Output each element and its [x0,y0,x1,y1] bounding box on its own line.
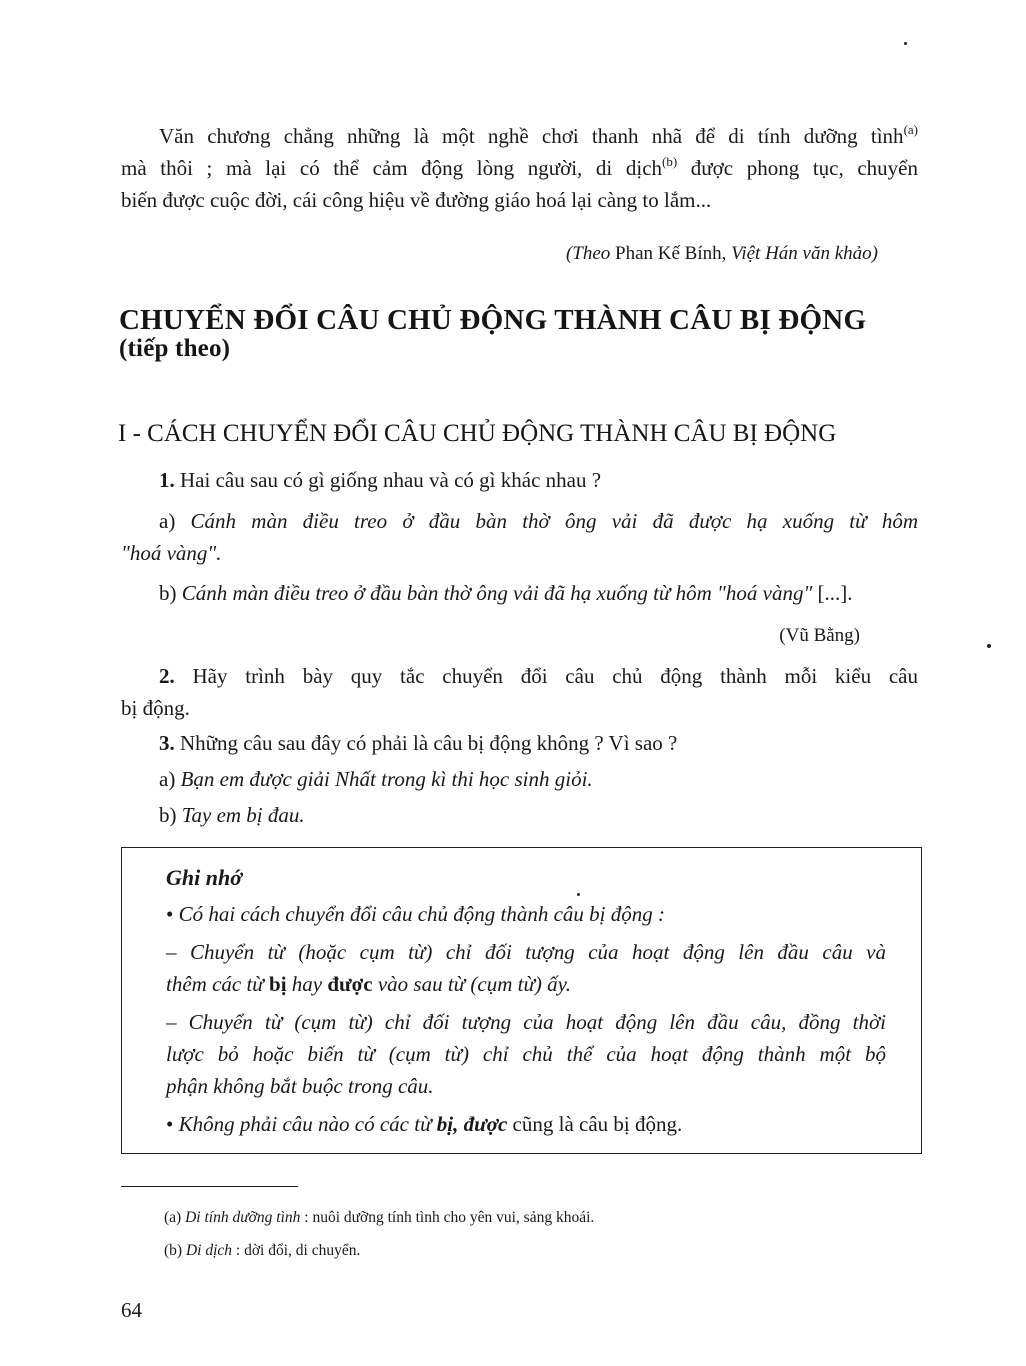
lesson-title [119,304,919,363]
question-2: 2. Hãy trình bày quy tắc chuyển đổi câu chủ động thành mỗi kiểu câu bị động. [121,664,918,720]
memo-point-4: • Không phải câu nào có các từ bị, được cũng là câu bị động. [166,1112,683,1136]
source-citation: (Theo Phan Kế Bính, Việt Hán văn khảo) [565,243,878,264]
intro-paragraph [121,120,918,216]
memo-title: Ghi nhớ [166,865,243,890]
memo-point-3: – Chuyển từ (cụm từ) chỉ đối tượng của hoạt động lên đầu câu, đồng thời lược bỏ hoặc biến từ (cụm từ) chỉ chủ thể của hoạt động thành một bộ phận không bắt buộc trong câu. [166,1010,886,1098]
question-1-a: a) Cánh màn điều treo ở đầu bàn thờ ông vải đã được hạ xuống từ hôm "hoá vàng". [121,509,918,565]
section-heading: I - CÁCH CHUYỂN ĐỔI CÂU CHỦ ĐỘNG THÀNH CÂU BỊ ĐỘNG [118,420,837,447]
bullet-icon: • [166,1112,174,1136]
memo-point-1: • Có hai cách chuyển đổi câu chủ động thành câu bị động : [166,902,666,926]
footnote-divider [121,1186,298,1187]
question-1-text: 1. Hai câu sau có gì giống nhau và có gì khác nhau ? [159,468,602,492]
intro-line-2: mà thôi ; mà lại có thể cảm động lòng người, di dịch$^{(b)}$ được phong tục, chuyển [121,154,918,180]
lesson-title-line-2: (tiếp theo) [119,335,231,362]
question-1-attribution: (Vũ Bằng) [779,625,860,646]
question-3-a: a) Bạn em được giải Nhất trong kì thi học sinh giỏi. [159,767,593,791]
footnote-ref-a: (a) [903,122,918,137]
scan-speck [904,42,907,45]
page-number: 64 [121,1298,142,1322]
intro-line-1: Văn chương chẳng những là một nghề chơi thanh nhã để di tính dưỡng tình$^{(a)}$ [159,122,918,148]
intro-line-3: biến được cuộc đời, cái công hiệu về đường giáo hoá lại càng to lắm... [121,188,712,212]
question-3-b: b) Tay em bị đau. [159,803,305,827]
memo-point-2: – Chuyển từ (hoặc cụm từ) chỉ đối tượng của hoạt động lên đầu câu và thêm các từ bị hay được vào sau từ (cụm từ) ấy. [166,940,886,996]
question-1-b: b) Cánh màn điều treo ở đầu bàn thờ ông vải đã hạ xuống từ hôm "hoá vàng" [...]. [159,581,853,605]
scan-speck [577,893,580,896]
question-1 [121,464,918,496]
lesson-title-line-1: CHUYỂN ĐỔI CÂU CHỦ ĐỘNG THÀNH CÂU BỊ ĐỘNG [119,304,867,336]
footnote-b: (b) Di dịch : dời đổi, di chuyển. [164,1242,361,1259]
question-3: 3. Những câu sau đây có phải là câu bị động không ? Vì sao ? a) Bạn em được giải Nhất trong kì thi học sinh giỏi. b) Tay em bị đau. [121,727,918,831]
footnote-ref-b: (b) [662,154,678,169]
bullet-icon: • [166,902,174,926]
scan-speck [987,644,991,648]
memo-box [121,847,922,1154]
footnote-a: (a) Di tính dưỡng tình : nuôi dưỡng tính tình cho yên vui, sảng khoái. [164,1209,595,1226]
